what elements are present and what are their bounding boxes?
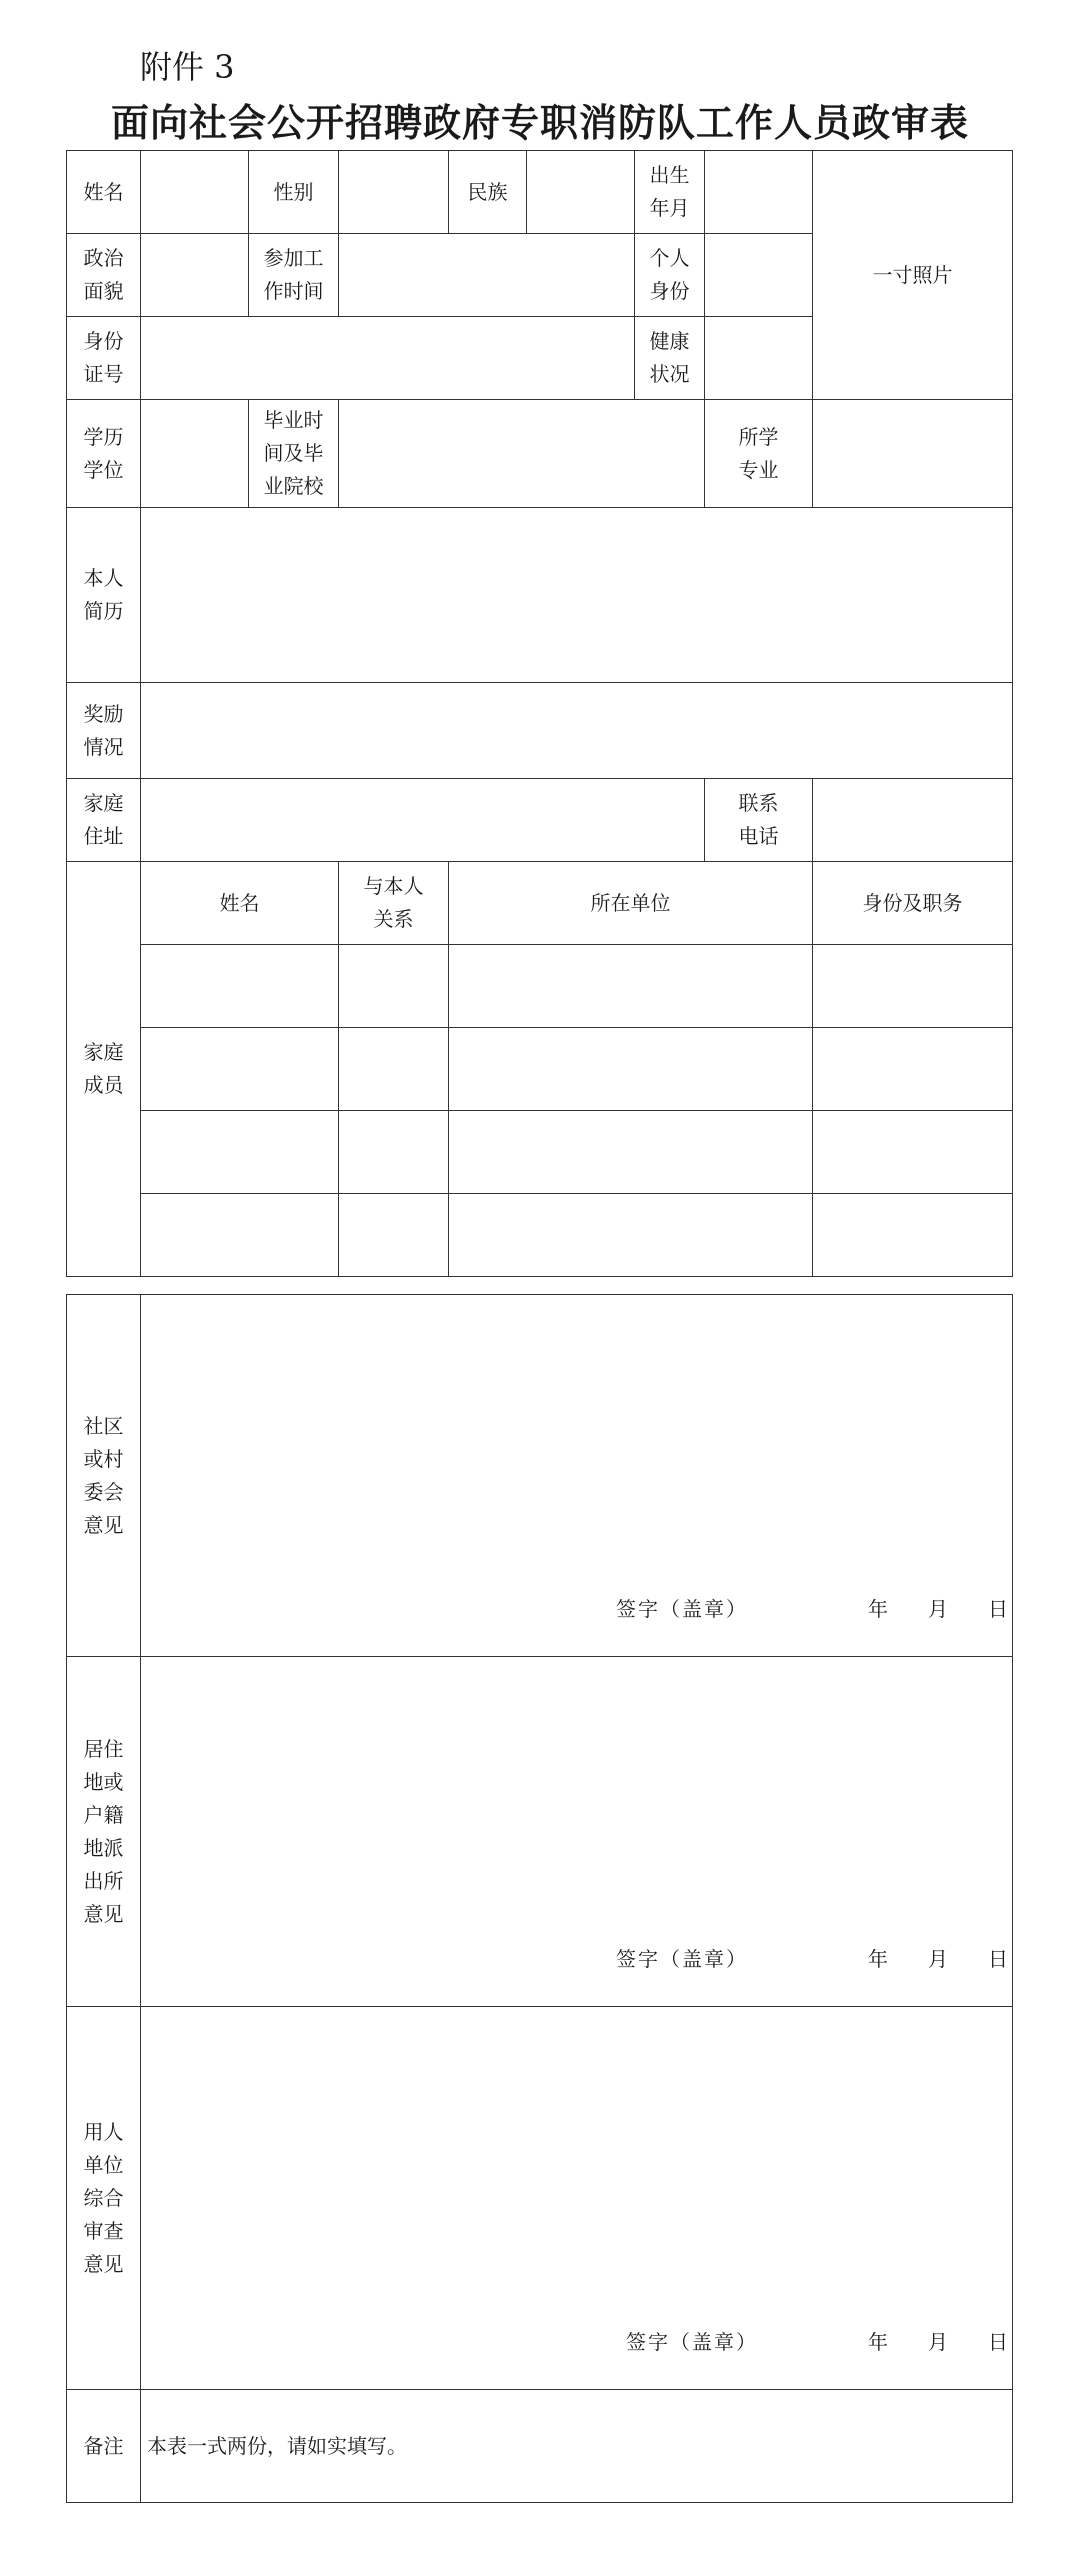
awards-field[interactable] (141, 683, 1013, 779)
major-field[interactable] (813, 400, 1013, 508)
year-label: 年 (868, 1947, 888, 1971)
phone-label: 联系 电话 (705, 779, 813, 862)
family-position-cell[interactable] (813, 1111, 1013, 1194)
health-label: 健康 状况 (635, 317, 705, 400)
health-field[interactable] (705, 317, 813, 400)
month-label: 月 (928, 2330, 948, 2354)
resume-field[interactable] (141, 508, 1013, 683)
signature-label: 签字（盖章） (616, 1597, 748, 1621)
signature-label: 签字（盖章） (626, 2330, 758, 2354)
review-opinion-table (66, 1294, 1013, 2503)
gender-label: 性别 (249, 151, 339, 234)
ethnicity-label: 民族 (449, 151, 527, 234)
family-name-cell[interactable] (141, 1111, 339, 1194)
identity-field[interactable] (705, 234, 813, 317)
signature-label: 签字（盖章） (616, 1947, 748, 1971)
birth-label: 出生 年月 (635, 151, 705, 234)
family-name-cell[interactable] (141, 945, 339, 1028)
resume-label: 本人 简历 (67, 508, 141, 683)
education-label: 学历 学位 (67, 400, 141, 508)
day-label: 日 (988, 1597, 1008, 1621)
identity-label: 个人 身份 (635, 234, 705, 317)
day-label: 日 (988, 2330, 1008, 2354)
community-opinion-field[interactable] (141, 1295, 1013, 1657)
family-col-position: 身份及职务 (813, 862, 1013, 945)
form-title: 面向社会公开招聘政府专职消防队工作人员政审表 (110, 100, 969, 145)
community-opinion-label: 社区 或村 委会 意见 (67, 1295, 141, 1657)
family-employer-cell[interactable] (449, 945, 813, 1028)
year-label: 年 (868, 2330, 888, 2354)
month-label: 月 (928, 1597, 948, 1621)
name-label: 姓名 (67, 151, 141, 234)
family-relation-cell[interactable] (339, 1194, 449, 1277)
family-employer-cell[interactable] (449, 1194, 813, 1277)
police-opinion-field[interactable] (141, 1657, 1013, 2007)
graduation-field[interactable] (339, 400, 705, 508)
gender-field[interactable] (339, 151, 449, 234)
family-relation-cell[interactable] (339, 1111, 449, 1194)
birth-field[interactable] (705, 151, 813, 234)
phone-field[interactable] (813, 779, 1013, 862)
family-employer-cell[interactable] (449, 1111, 813, 1194)
awards-label: 奖励 情况 (67, 683, 141, 779)
name-field[interactable] (141, 151, 249, 234)
ethnicity-field[interactable] (527, 151, 635, 234)
id-number-field[interactable] (141, 317, 635, 400)
family-position-cell[interactable] (813, 945, 1013, 1028)
address-field[interactable] (141, 779, 705, 862)
politics-label: 政治 面貌 (67, 234, 141, 317)
work-time-label: 参加工 作时间 (249, 234, 339, 317)
family-col-relation: 与本人 关系 (339, 862, 449, 945)
year-label: 年 (868, 1597, 888, 1621)
family-name-cell[interactable] (141, 1028, 339, 1111)
family-relation-cell[interactable] (339, 945, 449, 1028)
employer-opinion-field[interactable] (141, 2007, 1013, 2390)
family-relation-cell[interactable] (339, 1028, 449, 1111)
id-number-label: 身份 证号 (67, 317, 141, 400)
family-position-cell[interactable] (813, 1028, 1013, 1111)
family-col-name: 姓名 (141, 862, 339, 945)
family-position-cell[interactable] (813, 1194, 1013, 1277)
attachment-number: 附件 3 (140, 48, 235, 86)
remarks-label: 备注 (67, 2390, 141, 2503)
family-col-employer: 所在单位 (449, 862, 813, 945)
address-label: 家庭 住址 (67, 779, 141, 862)
work-time-field[interactable] (339, 234, 635, 317)
remarks-text: 本表一式两份，请如实填写。 (141, 2390, 1013, 2503)
photo-box[interactable]: 一寸照片 (813, 151, 1013, 400)
month-label: 月 (928, 1947, 948, 1971)
day-label: 日 (988, 1947, 1008, 1971)
graduation-label: 毕业时 间及毕 业院校 (249, 400, 339, 508)
major-label: 所学 专业 (705, 400, 813, 508)
family-label: 家庭 成员 (67, 862, 141, 1277)
family-name-cell[interactable] (141, 1194, 339, 1277)
family-employer-cell[interactable] (449, 1028, 813, 1111)
personal-info-table (66, 150, 1013, 1277)
politics-field[interactable] (141, 234, 249, 317)
education-field[interactable] (141, 400, 249, 508)
employer-opinion-label: 用人 单位 综合 审查 意见 (67, 2007, 141, 2390)
police-opinion-label: 居住 地或 户籍 地派 出所 意见 (67, 1657, 141, 2007)
